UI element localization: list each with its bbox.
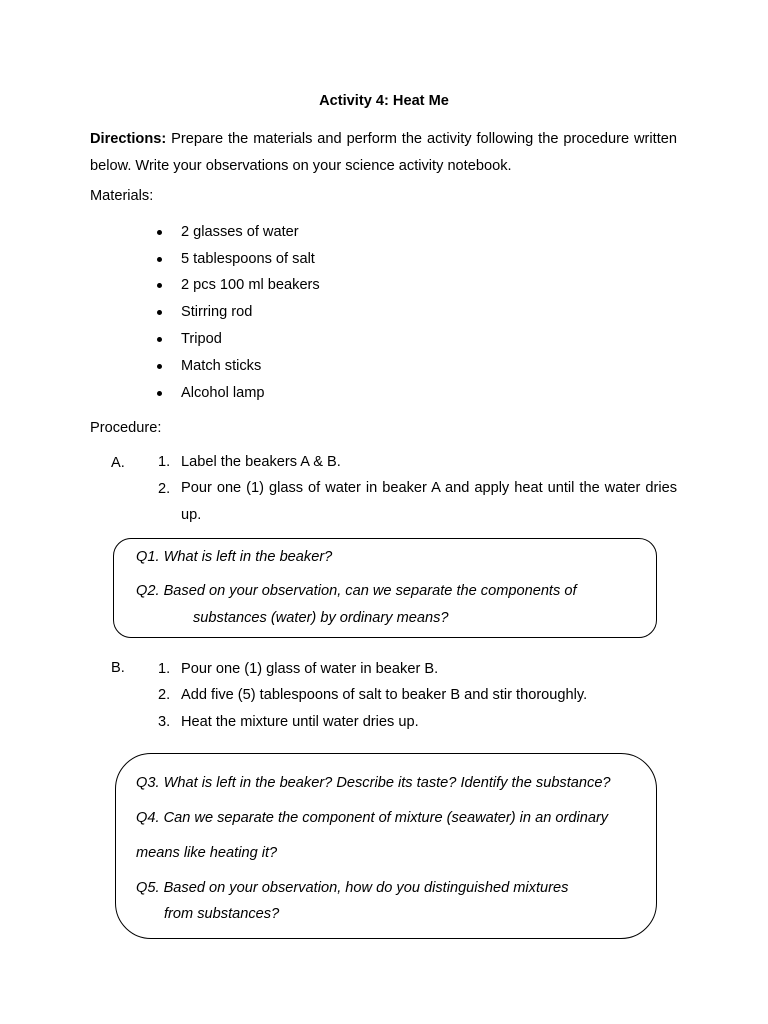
directions-text: Prepare the materials and perform the activity following the procedure written below. Write your observations on your science activity notebook. bbox=[90, 131, 677, 174]
list-item: Match sticks bbox=[181, 358, 262, 374]
question-q2-continued: substances (water) by ordinary means? bbox=[193, 610, 449, 626]
question-q2: Q2. Based on your observation, can we separate the components of bbox=[136, 583, 577, 599]
question-q5-continued: from substances? bbox=[164, 906, 280, 922]
step-number: 1. bbox=[158, 661, 171, 677]
question-q3: Q3. What is left in the beaker? Describe its taste? Identify the substance? bbox=[136, 775, 611, 791]
question-q4: Q4. Can we separate the component of mixture (seawater) in an ordinary bbox=[136, 810, 609, 826]
bullet-icon bbox=[157, 310, 162, 315]
list-item: 5 tablespoons of salt bbox=[181, 251, 315, 267]
step-text: Label the beakers A & B. bbox=[181, 454, 341, 470]
directions-paragraph bbox=[90, 126, 677, 180]
step-number: 2. bbox=[158, 687, 171, 703]
list-item: 2 glasses of water bbox=[181, 224, 299, 240]
step-text: Pour one (1) glass of water in beaker A and apply heat until the water dries up. bbox=[181, 480, 677, 523]
step-text: Heat the mixture until water dries up. bbox=[181, 714, 419, 730]
step-text: Pour one (1) glass of water in beaker B. bbox=[181, 661, 439, 677]
bullet-icon bbox=[157, 364, 162, 369]
step-number: 1. bbox=[158, 454, 171, 470]
activity-title: Activity 4: Heat Me bbox=[319, 93, 449, 109]
list-item: 2 pcs 100 ml beakers bbox=[181, 277, 320, 293]
question-q4-continued: means like heating it? bbox=[136, 845, 278, 861]
list-item: Stirring rod bbox=[181, 304, 253, 320]
bullet-icon bbox=[157, 230, 162, 235]
directions-label: Directions: bbox=[90, 131, 167, 147]
materials-heading: Materials: bbox=[90, 188, 154, 204]
bullet-icon bbox=[157, 283, 162, 288]
step-number: 2. bbox=[158, 481, 171, 497]
bullet-icon bbox=[157, 391, 162, 396]
list-item: Tripod bbox=[181, 331, 222, 347]
procedure-heading: Procedure: bbox=[90, 420, 162, 436]
step-text: Add five (5) tablespoons of salt to beaker B and stir thoroughly. bbox=[181, 687, 588, 703]
question-q5: Q5. Based on your observation, how do you distinguished mixtures bbox=[136, 880, 569, 896]
list-item: Alcohol lamp bbox=[181, 385, 265, 401]
part-a-label: A. bbox=[111, 455, 125, 471]
bullet-icon bbox=[157, 257, 162, 262]
step-number: 3. bbox=[158, 714, 171, 730]
part-b-label: B. bbox=[111, 660, 125, 676]
bullet-icon bbox=[157, 337, 162, 342]
question-q1: Q1. What is left in the beaker? bbox=[136, 549, 333, 565]
